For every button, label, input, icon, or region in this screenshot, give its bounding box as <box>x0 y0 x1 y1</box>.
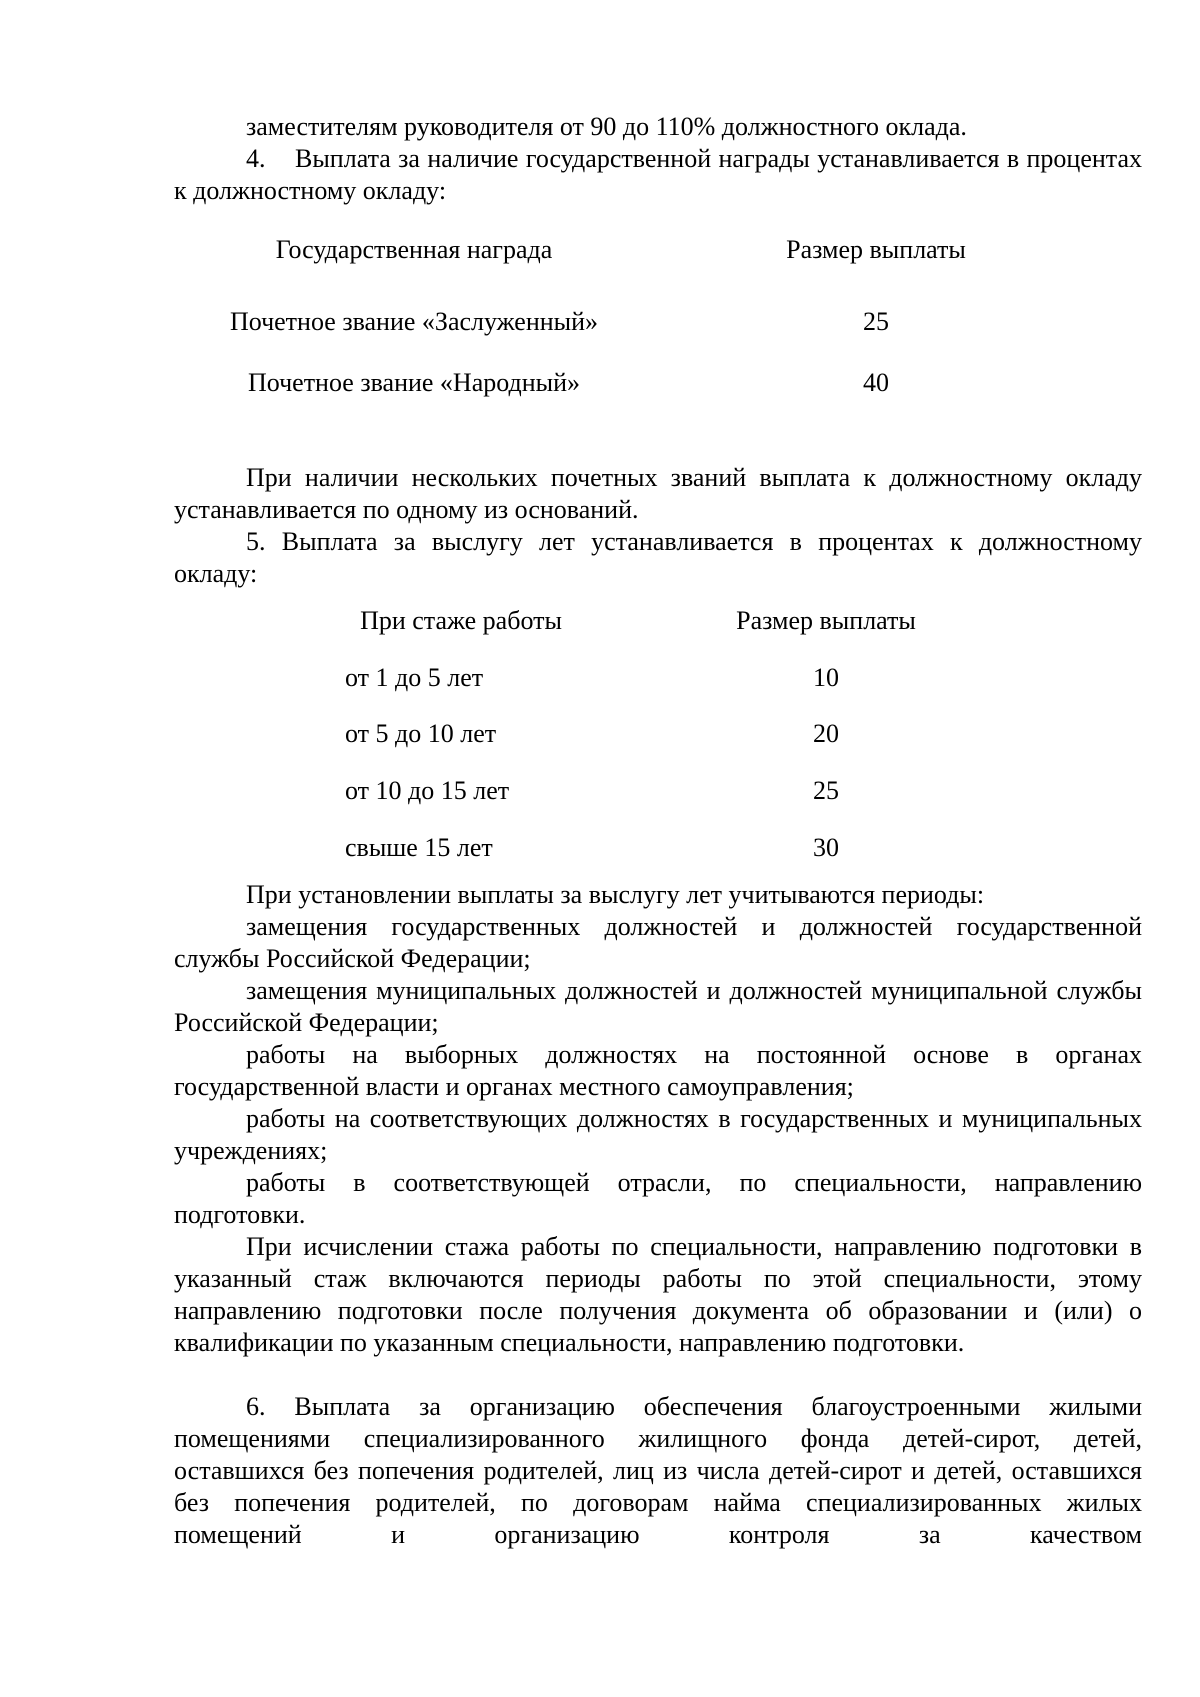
awards-row-award: Почетное звание «Народный» <box>247 368 581 397</box>
paragraph-specialty-text: При исчислении стажа работы по специальности, направлению подготовки в указанный стаж включаются периоды работы по этой специальности, этому направлению подготовки после получения документа об образовании и (или) о квалификации по указанным специальности, направлению подготовки. <box>174 1232 1142 1357</box>
period-item <box>174 911 1142 975</box>
paragraph-4 <box>174 143 1142 207</box>
period-item-text: замещения государственных должностей и должностей государственной службы Российской Федерации; <box>174 912 1142 973</box>
paragraph-5 <box>174 526 1142 590</box>
period-item <box>174 975 1142 1039</box>
paragraph-intro-text: заместителям руководителя от 90 до 110% должностного оклада. <box>246 112 967 141</box>
seniority-row-period: от 10 до 15 лет <box>345 776 510 805</box>
paragraph-periods-intro <box>174 879 1142 911</box>
seniority-row-amount: 25 <box>813 776 839 805</box>
seniority-row-period: свыше 15 лет <box>345 833 493 862</box>
awards-header-award: Государственная награда <box>275 235 553 264</box>
period-item <box>174 1167 1142 1231</box>
paragraph-intro <box>174 111 1142 143</box>
seniority-row-amount: 30 <box>813 833 839 862</box>
paragraph-4-text: Выплата за наличие государственной награды устанавливается в процентах к должностному окладу: <box>174 144 1142 205</box>
seniority-row-amount: 10 <box>813 663 839 692</box>
paragraph-several-titles <box>174 462 1142 526</box>
seniority-row-amount: 20 <box>813 719 839 748</box>
period-item <box>174 1103 1142 1167</box>
period-item-text: работы на соответствующих должностях в государственных и муниципальных учреждениях; <box>174 1104 1142 1165</box>
awards-header-amount: Размер выплаты <box>786 235 966 264</box>
seniority-row-period: от 5 до 10 лет <box>345 719 497 748</box>
paragraph-several-titles-text: При наличии нескольких почетных званий выплата к должностному окладу устанавливается по одному из оснований. <box>174 463 1142 524</box>
awards-row-amount: 40 <box>863 368 889 397</box>
seniority-header-amount: Размер выплаты <box>736 606 916 635</box>
period-item-text: замещения муниципальных должностей и должностей муниципальной службы Российской Федерации; <box>174 976 1142 1037</box>
paragraph-4-number: 4. <box>246 144 266 173</box>
seniority-row-period: от 1 до 5 лет <box>345 663 484 692</box>
paragraph-6 <box>174 1391 1142 1551</box>
seniority-header-period: При стаже работы <box>360 606 562 635</box>
paragraph-5-text: 5. Выплата за выслугу лет устанавливается в процентах к должностному окладу: <box>174 527 1142 588</box>
awards-row-award: Почетное звание «Заслуженный» <box>229 307 599 336</box>
period-item <box>174 1039 1142 1103</box>
paragraph-6-text: 6. Выплата за организацию обеспечения благоустроенными жилыми помещениями специализированного жилищного фонда детей-сирот, детей, оставшихся без попечения родителей, лиц из числа детей-сирот и детей, оставшихся без попечения родителей, по договорам найма специализированных жилых помещений и организацию контроля за качеством <box>174 1392 1142 1549</box>
paragraph-periods-intro-text: При установлении выплаты за выслугу лет учитываются периоды: <box>246 880 985 909</box>
paragraph-specialty <box>174 1231 1142 1359</box>
period-item-text: работы в соответствующей отрасли, по специальности, направлению подготовки. <box>174 1168 1142 1229</box>
period-item-text: работы на выборных должностях на постоянной основе в органах государственной власти и органах местного самоуправления; <box>174 1040 1142 1101</box>
awards-row-amount: 25 <box>863 307 889 336</box>
